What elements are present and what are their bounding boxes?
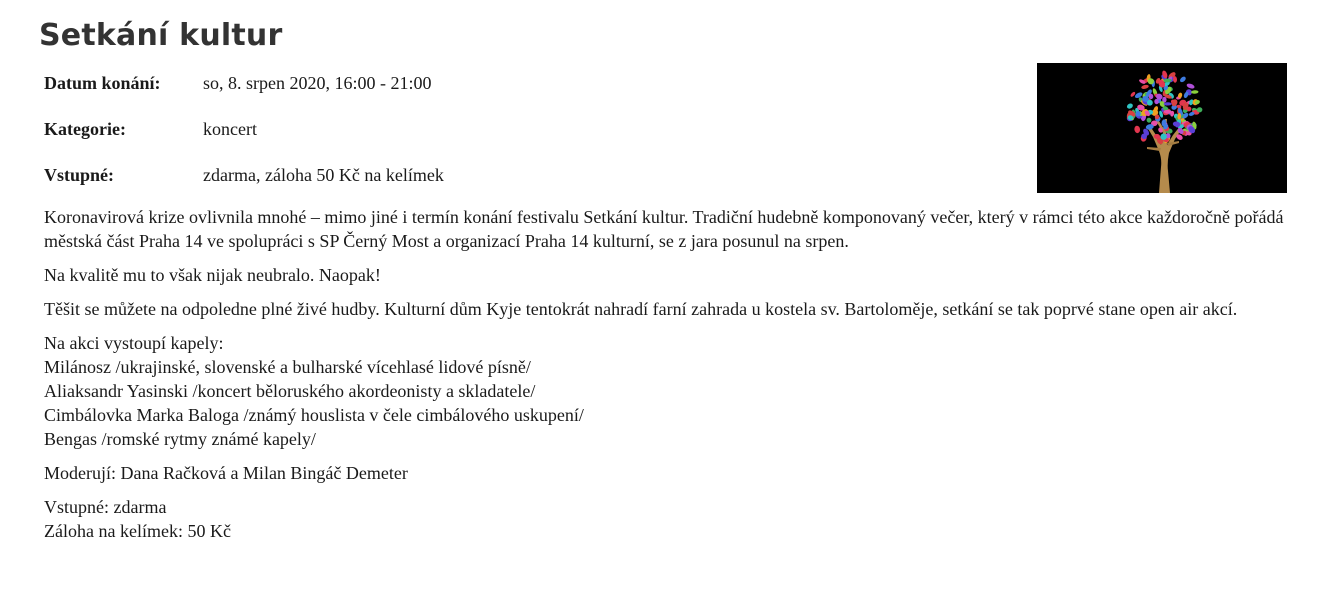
entry-label: Vstupné: (44, 165, 115, 185)
date-label: Datum konání: (44, 73, 161, 93)
meta-row-date (44, 70, 744, 116)
event-description (44, 205, 1289, 553)
category-value: koncert (203, 119, 257, 139)
moderators: Moderují: Dana Račková a Milan Bingáč Demeter (44, 463, 408, 483)
paragraph-quality: Na kvalitě mu to však nijak neubralo. Naopak! (44, 265, 381, 285)
colorful-handprint-tree-image (1037, 63, 1287, 193)
paragraph-intro: Koronavirová krize ovlivnila mnohé – mimo jiné i termín konání festivalu Setkání kultur. Tradiční hudebně komponovaný večer, který v rámci této akce každoročně pořádá městská část Praha 14 ve spolupráci s SP Černý Most a organizací Praha 14 kulturní, se z jara posunul na srpen. (44, 207, 1284, 251)
band-item: Aliaksandr Yasinski /koncert běloruského akordeonisty a skladatele/ (44, 381, 536, 401)
band-item: Bengas /romské rytmy známé kapely/ (44, 429, 316, 449)
entry-value: zdarma, záloha 50 Kč na kelímek (203, 165, 444, 185)
entry-info (44, 495, 1289, 543)
paragraph-venue: Těšit se můžete na odpoledne plné živé hudby. Kulturní dům Kyje tentokrát nahradí farní zahrada u kostela sv. Bartoloměje, setkání se tak poprvé stane open air akcí. (44, 299, 1238, 319)
meta-row-entry (44, 162, 744, 208)
bands-intro: Na akci vystoupí kapely: (44, 333, 224, 353)
band-item: Cimbálovka Marka Baloga /známý houslista v čele cimbálového uskupení/ (44, 405, 584, 425)
entry-fee: Vstupné: zdarma (44, 497, 167, 517)
meta-row-category (44, 116, 744, 162)
date-value: so, 8. srpen 2020, 16:00 - 21:00 (203, 73, 432, 93)
bands-list (44, 331, 1289, 451)
category-label: Kategorie: (44, 119, 126, 139)
event-image (1037, 63, 1287, 193)
band-item: Milánosz /ukrajinské, slovenské a bulharské vícehlasé lidové písně/ (44, 357, 531, 377)
event-meta (44, 70, 744, 208)
cup-deposit: Záloha na kelímek: 50 Kč (44, 521, 231, 541)
page-title: Setkání kultur (39, 18, 283, 53)
